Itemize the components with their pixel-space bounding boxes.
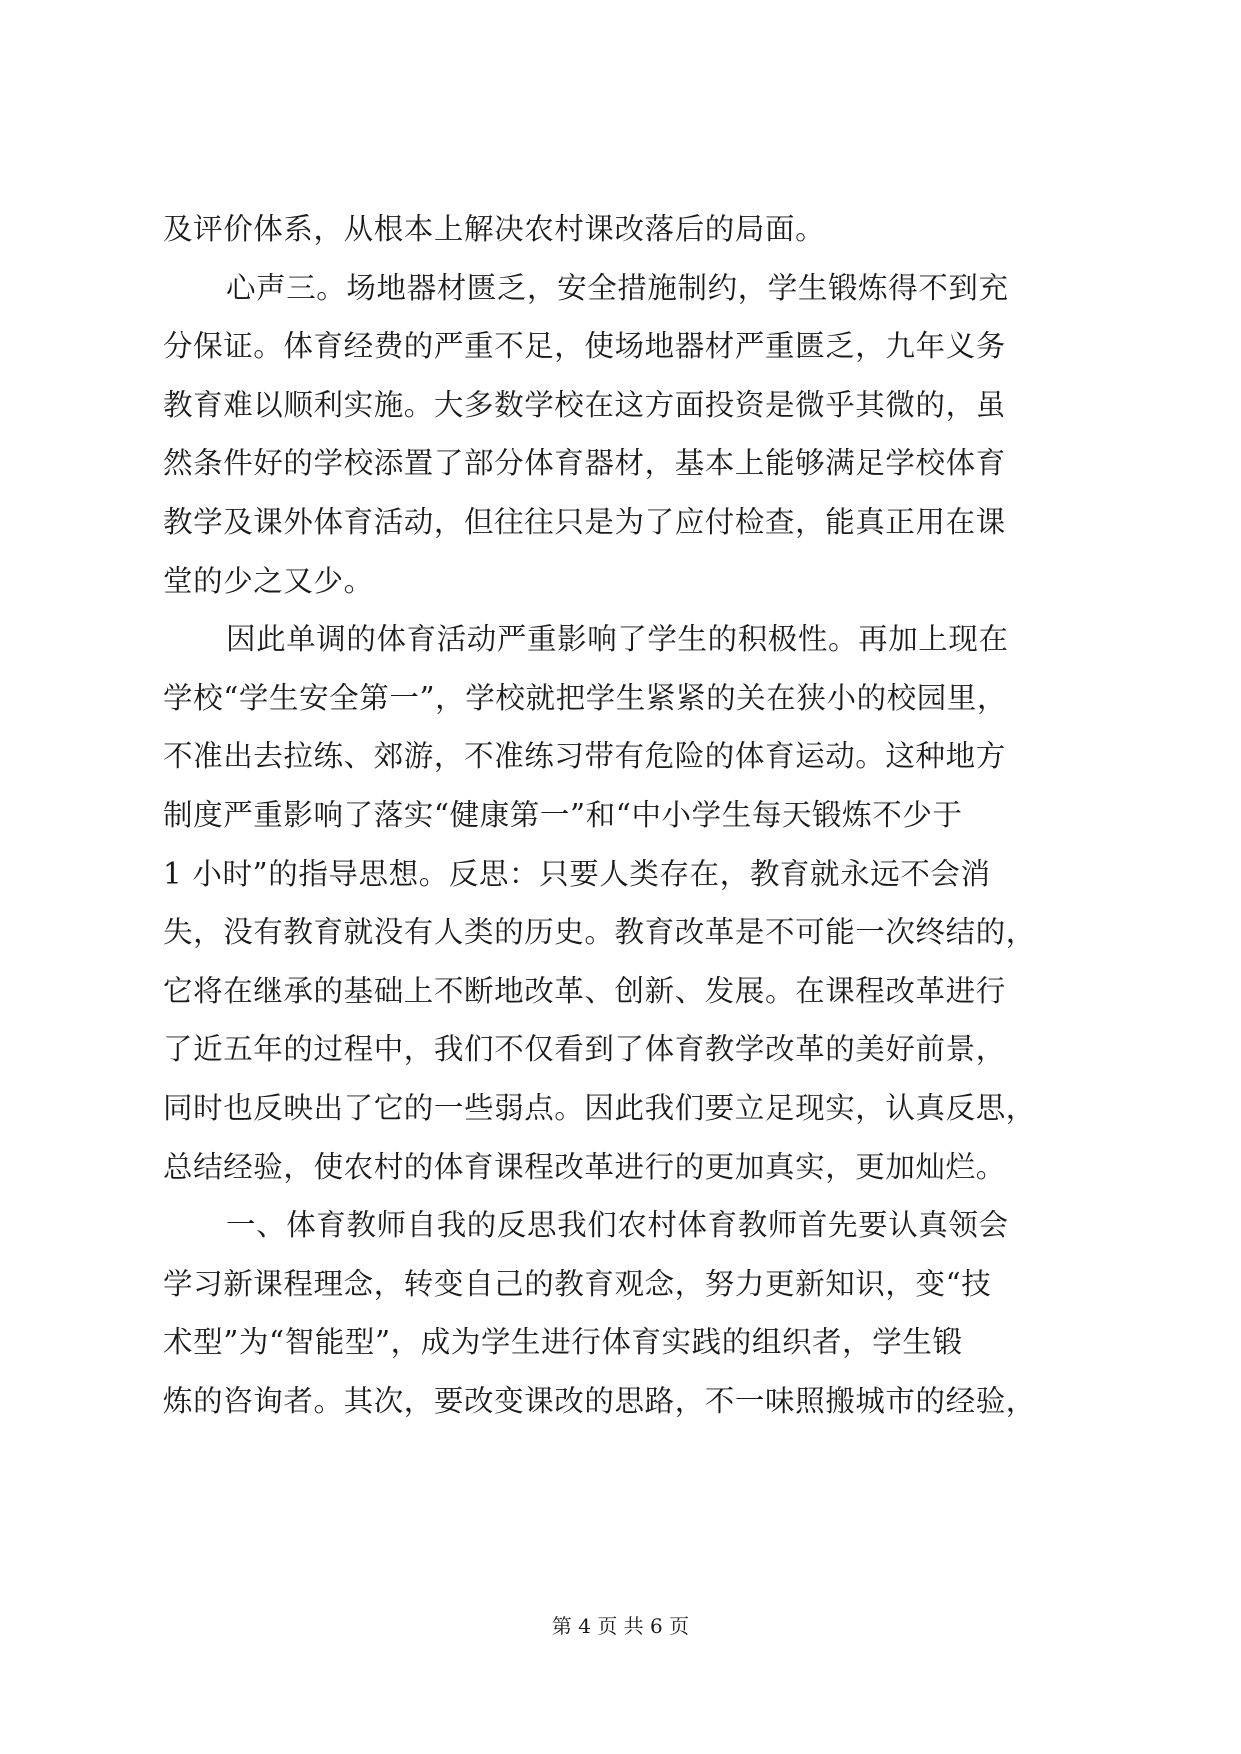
text-line: 堂的少之又少。 [163,563,374,598]
text-line: 炼的咨询者。其次，要改变课改的思路，不一味照搬城市的经验， [163,1383,1036,1418]
body-text [163,200,1083,1430]
paragraph-start-line: 心声三。场地器材匮乏，安全措施制约，学生锻炼得不到充 [226,270,1009,305]
text-line: 分保证。体育经费的严重不足，使场地器材严重匮乏，九年义务 [163,329,1006,364]
text-line: 不准出去拉练、郊游，不准练习带有危险的体育运动。这种地方 [163,739,1006,774]
text-line: 然条件好的学校添置了部分体育器材，基本上能够满足学校体育 [163,446,1006,481]
text-line: 术型”为“智能型”，成为学生进行体育实践的组织者，学生锻 [163,1325,963,1360]
text-line: 教学及课外体育活动，但往往只是为了应付检查，能真正用在课 [163,504,1006,539]
text-line: 及评价体系，从根本上解决农村课改落后的局面。 [163,212,826,246]
text-line: 学校“学生安全第一”，学校就把学生紧紧的关在狭小的校园里， [163,680,1008,715]
text-line: 同时也反映出了它的一些弱点。因此我们要立足现实，认真反思， [163,1090,1036,1125]
page-number-footer: 第 4 页 共 6 页 [551,1614,690,1638]
text-line: 它将在继承的基础上不断地改革、创新、发展。在课程改革进行 [163,973,1006,1008]
text-line: 教育难以顺利实施。大多数学校在这方面投资是微乎其微的，虽 [163,387,1006,422]
text-line: 总结经验，使农村的体育课程改革进行的更加真实，更加灿烂。 [163,1149,1006,1184]
text-line: 学习新课程理念，转变自己的教育观念，努力更新知识，变“技 [163,1266,992,1301]
paragraph-start-line: 一、体育教师自我的反思我们农村体育教师首先要认真领会 [226,1208,1009,1243]
text-line: 制度严重影响了落实“健康第一”和“中小学生每天锻炼不少于 [163,797,963,832]
text-line: 了近五年的过程中，我们不仅看到了体育教学改革的美好前景， [163,1032,1006,1067]
text-line: 失，没有教育就没有人类的历史。教育改革是不可能一次终结的， [163,915,1036,950]
text-line: 1 小时”的指导思想。反思：只要人类存在，教育就永远不会消 [163,856,991,891]
paragraph-start-line: 因此单调的体育活动严重影响了学生的积极性。再加上现在 [226,622,1009,657]
